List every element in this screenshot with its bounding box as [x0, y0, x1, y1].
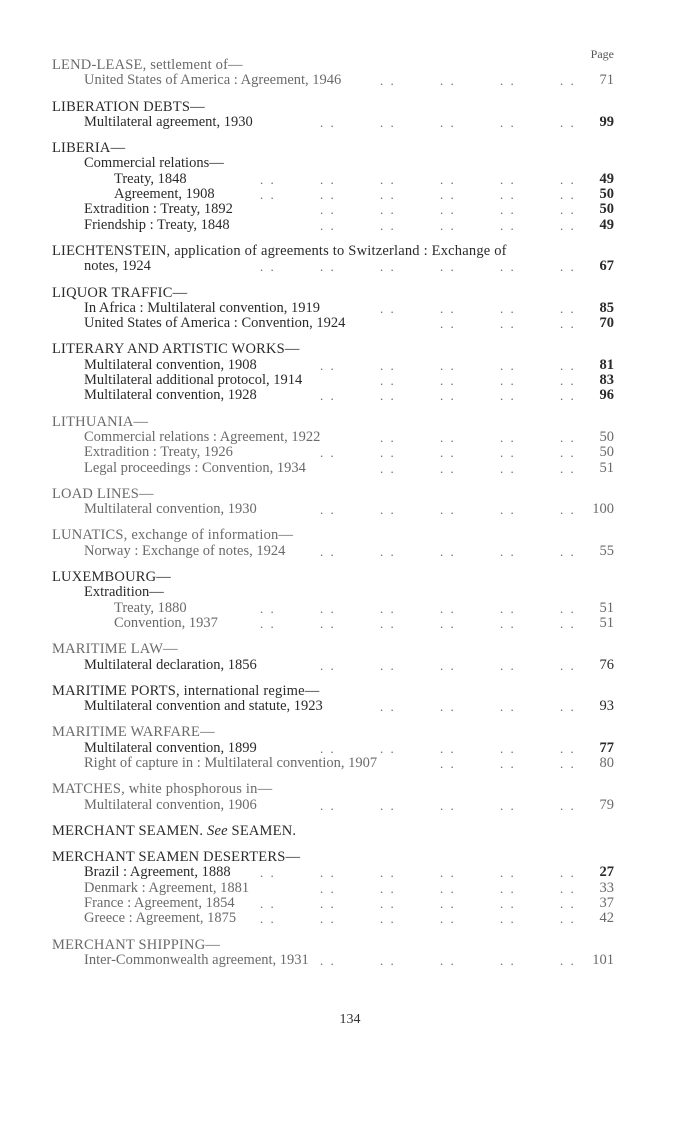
entry-heading: LIECHTENSTEIN, application of agreements to Switzerland : Exchange of: [52, 242, 507, 259]
leader-dots: . .: [560, 429, 576, 445]
entry-heading: LUNATICS, exchange of information—: [52, 527, 294, 544]
leader-dots: . .: [260, 187, 276, 203]
index-subentry: [52, 388, 614, 403]
index-subentry: [52, 881, 614, 896]
leader-dots: . .: [320, 880, 336, 896]
leader-dots: . .: [440, 300, 456, 316]
leader-dots: . .: [500, 445, 516, 461]
index-subentry: [52, 911, 614, 926]
index-subentry: [52, 798, 614, 813]
leader-dots: . .: [440, 657, 456, 673]
subentry-text: Multilateral convention and statute, 1923: [84, 698, 323, 715]
index-subentry: [52, 585, 614, 600]
leader-dots: . .: [500, 388, 516, 404]
index-entry: [52, 286, 614, 332]
leader-dots: . .: [440, 171, 456, 187]
leader-dots: . .: [440, 445, 456, 461]
leader-dots: . .: [320, 357, 336, 373]
index-subentry: [52, 316, 614, 331]
leader-dots: . .: [500, 357, 516, 373]
leader-dots: . .: [380, 460, 396, 476]
see-reference: See: [207, 822, 228, 839]
leader-dots: . .: [320, 797, 336, 813]
leader-dots: . .: [500, 202, 516, 218]
leader-dots: . .: [560, 316, 576, 332]
index-subentry: [52, 445, 614, 460]
subentry-text: Right of capture in : Multilateral convention, 1907: [84, 754, 378, 771]
index-subentry: [52, 218, 614, 233]
leader-dots: . .: [260, 865, 276, 881]
page-reference: 50: [599, 186, 614, 203]
entry-heading: MERCHANT SEAMEN DESERTERS—: [52, 849, 301, 866]
leader-dots: . .: [440, 740, 456, 756]
leader-dots: . .: [380, 502, 396, 518]
leader-dots: . .: [440, 699, 456, 715]
leader-dots: . .: [440, 357, 456, 373]
leader-dots: . .: [440, 114, 456, 130]
leader-dots: . .: [380, 217, 396, 233]
leader-dots: . .: [560, 543, 576, 559]
subentry-text: Agreement, 1908: [114, 186, 215, 203]
leader-dots: . .: [380, 171, 396, 187]
leader-dots: . .: [320, 114, 336, 130]
index-subentry: [52, 301, 614, 316]
index-subentry: [52, 187, 614, 202]
leader-dots: . .: [500, 502, 516, 518]
leader-dots: . .: [560, 896, 576, 912]
leader-dots: . .: [500, 600, 516, 616]
subentry-text: Norway : Exchange of notes, 1924: [84, 542, 286, 559]
entry-heading: MARITIME PORTS, international regime—: [52, 682, 320, 699]
page-reference: 101: [592, 951, 614, 968]
leader-dots: . .: [500, 73, 516, 89]
subentry-text: Multilateral agreement, 1930: [84, 113, 253, 130]
leader-dots: . .: [380, 600, 396, 616]
page-reference: 50: [599, 201, 614, 218]
page-reference: 76: [599, 656, 614, 673]
index-subentry: [52, 202, 614, 217]
leader-dots: . .: [260, 911, 276, 927]
leader-dots: . .: [560, 445, 576, 461]
entry-heading: LIBERIA—: [52, 140, 126, 157]
entry-heading: MARITIME WARFARE—: [52, 724, 215, 741]
leader-dots: . .: [380, 429, 396, 445]
leader-dots: . .: [380, 740, 396, 756]
index-entry: [52, 570, 614, 631]
index-subentry: [52, 953, 614, 968]
leader-dots: . .: [320, 187, 336, 203]
leader-dots: . .: [320, 600, 336, 616]
leader-dots: . .: [320, 202, 336, 218]
subentry-text: Multilateral additional protocol, 1914: [84, 372, 303, 389]
leader-dots: . .: [380, 952, 396, 968]
page-reference: 49: [599, 170, 614, 187]
subentry-text: Multilateral declaration, 1856: [84, 656, 257, 673]
index-subentry: [52, 73, 614, 88]
page-column-label: Page: [590, 47, 614, 61]
leader-dots: . .: [380, 615, 396, 631]
leader-dots: . .: [320, 896, 336, 912]
leader-dots: . .: [260, 896, 276, 912]
index-subentry: [52, 616, 614, 631]
leader-dots: . .: [440, 202, 456, 218]
leader-dots: . .: [440, 896, 456, 912]
page-reference: 67: [599, 258, 614, 275]
subentry-text: In Africa : Multilateral convention, 1919: [84, 299, 320, 316]
leader-dots: . .: [320, 952, 336, 968]
entry-heading: LUXEMBOURG—: [52, 569, 172, 586]
index-entries: [52, 58, 614, 979]
leader-dots: . .: [320, 657, 336, 673]
leader-dots: . .: [500, 615, 516, 631]
leader-dots: . .: [320, 502, 336, 518]
page-reference: 93: [599, 698, 614, 715]
leader-dots: . .: [500, 699, 516, 715]
leader-dots: . .: [440, 429, 456, 445]
page-reference: 80: [599, 754, 614, 771]
leader-dots: . .: [380, 73, 396, 89]
leader-dots: . .: [560, 699, 576, 715]
page-reference: 99: [599, 113, 614, 130]
index-subentry: [52, 699, 614, 714]
leader-dots: . .: [320, 445, 336, 461]
index-subentry: [52, 115, 614, 130]
index-entry: [52, 244, 614, 275]
leader-dots: . .: [560, 114, 576, 130]
leader-dots: . .: [500, 300, 516, 316]
leader-dots: . .: [260, 259, 276, 275]
leader-dots: . .: [560, 187, 576, 203]
entry-heading: [52, 824, 614, 839]
index-entry: [52, 824, 614, 839]
leader-dots: . .: [380, 880, 396, 896]
leader-dots: . .: [560, 600, 576, 616]
leader-dots: . .: [500, 187, 516, 203]
index-entry: [52, 642, 614, 673]
leader-dots: . .: [560, 171, 576, 187]
leader-dots: . .: [320, 911, 336, 927]
subentry-text: Legal proceedings : Convention, 1934: [84, 459, 306, 476]
index-subentry: [52, 461, 614, 476]
leader-dots: . .: [380, 373, 396, 389]
leader-dots: . .: [560, 615, 576, 631]
index-entry: [52, 100, 614, 131]
leader-dots: . .: [560, 388, 576, 404]
leader-dots: . .: [320, 615, 336, 631]
leader-dots: . .: [440, 797, 456, 813]
page-reference: 79: [599, 796, 614, 813]
leader-dots: . .: [380, 202, 396, 218]
page-reference: 51: [599, 614, 614, 631]
leader-dots: . .: [500, 171, 516, 187]
subentry-text: Friendship : Treaty, 1848: [84, 216, 230, 233]
leader-dots: . .: [560, 217, 576, 233]
subentry-text: Multilateral convention, 1899: [84, 739, 257, 756]
page-reference: 100: [592, 501, 614, 518]
leader-dots: . .: [380, 187, 396, 203]
leader-dots: . .: [500, 911, 516, 927]
entry-heading: LIQUOR TRAFFIC—: [52, 284, 188, 301]
subentry-text: Extradition—: [84, 584, 164, 601]
page-reference: 33: [599, 879, 614, 896]
leader-dots: . .: [500, 114, 516, 130]
leader-dots: . .: [560, 202, 576, 218]
leader-dots: . .: [440, 502, 456, 518]
page-reference: 71: [599, 72, 614, 89]
leader-dots: . .: [440, 911, 456, 927]
page-reference: 85: [599, 299, 614, 316]
leader-dots: . .: [500, 797, 516, 813]
leader-dots: . .: [500, 543, 516, 559]
subentry-text: Treaty, 1848: [114, 170, 187, 187]
leader-dots: . .: [440, 755, 456, 771]
subentry-text: United States of America : Convention, 1924: [84, 315, 346, 332]
index-entry: [52, 487, 614, 518]
entry-heading: LIBERATION DEBTS—: [52, 98, 205, 115]
leader-dots: . .: [320, 865, 336, 881]
page-reference: 83: [599, 372, 614, 389]
leader-dots: . .: [500, 259, 516, 275]
leader-dots: . .: [500, 896, 516, 912]
leader-dots: . .: [260, 600, 276, 616]
leader-dots: . .: [560, 460, 576, 476]
subentry-text: Extradition : Treaty, 1926: [84, 444, 233, 461]
leader-dots: . .: [500, 865, 516, 881]
leader-dots: . .: [500, 460, 516, 476]
leader-dots: . .: [440, 316, 456, 332]
leader-dots: . .: [500, 740, 516, 756]
leader-dots: . .: [320, 217, 336, 233]
index-subentry: [52, 896, 614, 911]
index-subentry: [52, 373, 614, 388]
leader-dots: . .: [320, 388, 336, 404]
leader-dots: . .: [440, 388, 456, 404]
leader-dots: . .: [440, 460, 456, 476]
leader-dots: . .: [260, 171, 276, 187]
leader-dots: . .: [560, 502, 576, 518]
index-entry: [52, 725, 614, 771]
leader-dots: . .: [440, 952, 456, 968]
leader-dots: . .: [560, 911, 576, 927]
index-subentry: [52, 259, 614, 274]
leader-dots: . .: [560, 657, 576, 673]
leader-dots: . .: [380, 300, 396, 316]
page-reference: 50: [599, 428, 614, 445]
leader-dots: . .: [440, 73, 456, 89]
page-reference: 49: [599, 216, 614, 233]
subentry-text: France : Agreement, 1854: [84, 895, 235, 912]
leader-dots: . .: [560, 357, 576, 373]
heading-text: MERCHANT SEAMEN.: [52, 822, 207, 839]
leader-dots: . .: [320, 259, 336, 275]
subentry-text: notes, 1924: [84, 258, 151, 275]
subentry-text: Convention, 1937: [114, 614, 218, 631]
leader-dots: . .: [380, 699, 396, 715]
subentry-text: Commercial relations—: [84, 155, 224, 172]
leader-dots: . .: [260, 615, 276, 631]
leader-dots: . .: [440, 543, 456, 559]
index-entry: [52, 415, 614, 476]
leader-dots: . .: [560, 300, 576, 316]
leader-dots: . .: [380, 865, 396, 881]
leader-dots: . .: [500, 316, 516, 332]
leader-dots: . .: [380, 445, 396, 461]
leader-dots: . .: [500, 880, 516, 896]
subentry-text: Greece : Agreement, 1875: [84, 910, 237, 927]
index-entry: [52, 528, 614, 559]
page-reference: 27: [599, 864, 614, 881]
page-reference: 51: [599, 599, 614, 616]
page-number: 134: [339, 1012, 361, 1027]
leader-dots: . .: [380, 357, 396, 373]
leader-dots: . .: [440, 600, 456, 616]
entry-heading: LEND-LEASE, settlement of—: [52, 57, 243, 73]
entry-heading: MARITIME LAW—: [52, 641, 178, 658]
leader-dots: . .: [500, 755, 516, 771]
index-entry: [52, 782, 614, 813]
subentry-text: Inter-Commonwealth agreement, 1931: [84, 951, 309, 968]
leader-dots: . .: [560, 755, 576, 771]
index-subentry: [52, 601, 614, 616]
page-reference: 81: [599, 356, 614, 373]
leader-dots: . .: [560, 797, 576, 813]
subentry-text: Multilateral convention, 1928: [84, 387, 257, 404]
index-subentry: [52, 741, 614, 756]
leader-dots: . .: [560, 865, 576, 881]
entry-heading: MATCHES, white phosphorous in—: [52, 781, 273, 798]
leader-dots: . .: [320, 740, 336, 756]
leader-dots: . .: [380, 797, 396, 813]
leader-dots: . .: [380, 259, 396, 275]
leader-dots: . .: [440, 615, 456, 631]
leader-dots: . .: [380, 114, 396, 130]
index-subentry: [52, 865, 614, 880]
leader-dots: . .: [560, 740, 576, 756]
leader-dots: . .: [380, 896, 396, 912]
leader-dots: . .: [500, 217, 516, 233]
subentry-text: United States of America : Agreement, 1946: [84, 72, 342, 89]
page-reference: 70: [599, 315, 614, 332]
index-subentry: [52, 544, 614, 559]
leader-dots: . .: [560, 259, 576, 275]
entry-heading: MERCHANT SHIPPING—: [52, 936, 221, 953]
leader-dots: . .: [500, 429, 516, 445]
index-subentry: [52, 502, 614, 517]
leader-dots: . .: [440, 373, 456, 389]
page-reference: 77: [599, 739, 614, 756]
subentry-text: Denmark : Agreement, 1881: [84, 879, 250, 896]
page-reference: 51: [599, 459, 614, 476]
leader-dots: . .: [500, 952, 516, 968]
page-reference: 96: [599, 387, 614, 404]
index-subentry: [52, 358, 614, 373]
index-entry: [52, 58, 614, 89]
subentry-text: Multilateral convention, 1906: [84, 796, 257, 813]
index-subentry: [52, 172, 614, 187]
leader-dots: . .: [320, 543, 336, 559]
leader-dots: . .: [560, 73, 576, 89]
page-reference: 37: [599, 895, 614, 912]
subentry-text: Extradition : Treaty, 1892: [84, 201, 233, 218]
subentry-text: Multilateral convention, 1908: [84, 356, 257, 373]
leader-dots: . .: [380, 543, 396, 559]
entry-heading: LITHUANIA—: [52, 413, 149, 430]
leader-dots: . .: [560, 952, 576, 968]
subentry-text: Multilateral convention, 1930: [84, 501, 257, 518]
page-reference: 55: [599, 542, 614, 559]
leader-dots: . .: [440, 259, 456, 275]
leader-dots: . .: [500, 373, 516, 389]
page-reference: 42: [599, 910, 614, 927]
leader-dots: . .: [440, 880, 456, 896]
leader-dots: . .: [560, 880, 576, 896]
index-entry: [52, 141, 614, 233]
index-entry: [52, 684, 614, 715]
leader-dots: . .: [440, 865, 456, 881]
subentry-text: Commercial relations : Agreement, 1922: [84, 428, 321, 445]
index-subentry: [52, 658, 614, 673]
index-subentry: [52, 430, 614, 445]
leader-dots: . .: [380, 911, 396, 927]
entry-heading: LITERARY AND ARTISTIC WORKS—: [52, 341, 300, 358]
leader-dots: . .: [500, 657, 516, 673]
leader-dots: . .: [440, 217, 456, 233]
index-subentry: [52, 756, 614, 771]
entry-heading: LOAD LINES—: [52, 485, 154, 502]
leader-dots: . .: [440, 187, 456, 203]
leader-dots: . .: [560, 373, 576, 389]
leader-dots: . .: [380, 388, 396, 404]
leader-dots: . .: [320, 171, 336, 187]
index-entry: [52, 850, 614, 926]
leader-dots: . .: [380, 657, 396, 673]
page-reference: 50: [599, 444, 614, 461]
index-subentry: [52, 156, 614, 171]
heading-text-tail: SEAMEN.: [227, 822, 297, 839]
index-entry: [52, 342, 614, 403]
subentry-text: Treaty, 1880: [114, 599, 187, 616]
index-entry: [52, 938, 614, 969]
subentry-text: Brazil : Agreement, 1888: [84, 864, 231, 881]
